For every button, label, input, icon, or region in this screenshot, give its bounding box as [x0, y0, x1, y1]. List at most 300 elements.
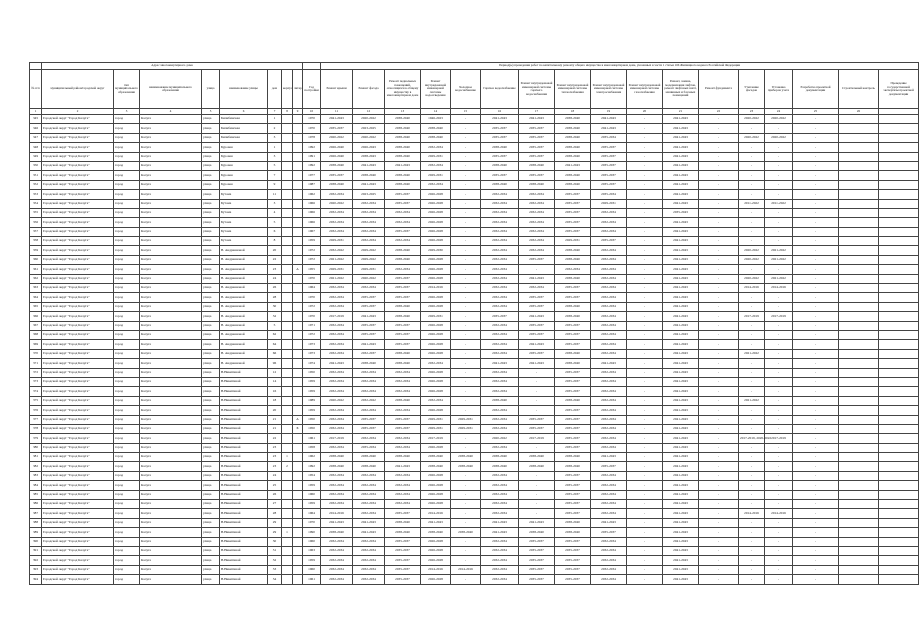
- cell-street: В.Никитиной: [220, 471, 268, 480]
- cell-period: 2032-2034: [519, 237, 555, 246]
- cell-period: -: [451, 161, 481, 170]
- cell-period: 2032-2034: [481, 284, 519, 293]
- column-number: 25: [793, 109, 839, 115]
- cell-period: 2014-2016: [739, 509, 765, 518]
- cell-lit: А: [293, 415, 303, 424]
- cell-period: -: [451, 434, 481, 443]
- cell-lit: [293, 471, 303, 480]
- cell-type: город: [114, 500, 140, 509]
- cell-mo: Калуга: [140, 199, 202, 208]
- cell-period: -: [739, 406, 765, 415]
- cell-period: 2032-2034: [385, 377, 421, 386]
- cell-period: 2032-2034: [481, 330, 519, 339]
- cell-period: 2032-2034: [385, 406, 421, 415]
- cell-district: Городской округ "Город Калуга": [42, 133, 114, 142]
- cell-period: 2020-2022: [739, 133, 765, 142]
- cell-period: 2041-2043: [663, 330, 699, 339]
- cell-mo: Калуга: [140, 330, 202, 339]
- cell-district: Городской округ "Город Калуга": [42, 424, 114, 433]
- cell-period: -: [699, 546, 739, 555]
- cell-period: 2041-2043: [663, 509, 699, 518]
- cell-period: 2032-2034: [519, 199, 555, 208]
- cell-empty: [839, 546, 879, 555]
- cell-district: Городской округ "Город Калуга": [42, 481, 114, 490]
- cell-period: -: [793, 124, 839, 133]
- cell-period: -: [519, 396, 555, 405]
- cell-period: -: [451, 359, 481, 368]
- column-header: Ремонт внутридомовой инженерной системы электроснабжения: [591, 70, 627, 109]
- cell-type: город: [114, 180, 140, 189]
- cell-period: 2032-2034: [421, 143, 451, 152]
- cell-st: улица: [202, 575, 220, 584]
- cell-st: улица: [202, 349, 220, 358]
- cell-period: 2026-2043: [353, 143, 385, 152]
- cell-period: 2021-2022: [321, 255, 353, 264]
- cell-korp: [282, 246, 293, 255]
- cell-empty: [879, 124, 919, 133]
- cell-period: -: [793, 312, 839, 321]
- cell-n: 387: [30, 509, 42, 518]
- cell-period: 2035-2037: [353, 330, 385, 339]
- cell-korp: [282, 471, 293, 480]
- cell-period: 2032-2034: [353, 218, 385, 227]
- cell-period: 2032-2034: [481, 575, 519, 584]
- cell-year: 1970: [303, 312, 321, 321]
- cell-period: -: [739, 124, 765, 133]
- cell-lit: [293, 199, 303, 208]
- cell-n: 356: [30, 218, 42, 227]
- cell-period: 2035-2037: [555, 546, 591, 555]
- cell-year: 1972: [303, 246, 321, 255]
- cell-period: -: [793, 471, 839, 480]
- cell-district: Городской округ "Город Калуга": [42, 434, 114, 443]
- cell-period: 2032-2034: [321, 565, 353, 574]
- cell-period: -: [765, 124, 793, 133]
- cell-empty: [879, 518, 919, 527]
- column-header: № п/п: [30, 70, 42, 109]
- cell-period: 2038-2043: [353, 152, 385, 161]
- cell-district: Городской округ "Город Калуга": [42, 556, 114, 565]
- cell-period: -: [699, 453, 739, 462]
- cell-district: Городской округ "Город Калуга": [42, 490, 114, 499]
- cell-period: 2020-2022: [765, 115, 793, 124]
- cell-period: -: [793, 293, 839, 302]
- cell-period: -: [627, 528, 663, 537]
- cell-period: -: [627, 556, 663, 565]
- cell-year: 1970: [303, 293, 321, 302]
- cell-year: 1971: [303, 321, 321, 330]
- cell-period: 2020-2022: [765, 133, 793, 142]
- cell-period: -: [699, 396, 739, 405]
- cell-korp: [282, 434, 293, 443]
- cell-period: 2029-2031: [353, 265, 385, 274]
- cell-n: 345: [30, 115, 42, 124]
- cell-house: 5: [268, 218, 282, 227]
- cell-n: 382: [30, 462, 42, 471]
- cell-house: 2: [268, 124, 282, 133]
- cell-lit: [293, 171, 303, 180]
- cell-period: -: [699, 312, 739, 321]
- cell-period: -: [765, 443, 793, 452]
- cell-year: 1955: [303, 265, 321, 274]
- cell-mo: Калуга: [140, 528, 202, 537]
- cell-period: 2035-2037: [555, 293, 591, 302]
- cell-period: -: [739, 377, 765, 386]
- cell-period: 2032-2034: [321, 424, 353, 433]
- table-row: [30, 143, 919, 152]
- cell-period: -: [793, 481, 839, 490]
- cell-period: -: [699, 161, 739, 170]
- cell-period: -: [627, 368, 663, 377]
- column-header: Утепление фасадов: [739, 70, 765, 109]
- cell-period: 2026-2028: [421, 190, 451, 199]
- cell-mo: Калуга: [140, 152, 202, 161]
- cell-period: -: [451, 396, 481, 405]
- cell-period: 2032-2034: [591, 321, 627, 330]
- cell-period: -: [765, 349, 793, 358]
- cell-period: 2041-2043: [519, 274, 555, 283]
- cell-period: -: [793, 208, 839, 217]
- cell-period: 2035-2037: [353, 415, 385, 424]
- cell-n: 368: [30, 330, 42, 339]
- cell-period: 2032-2034: [591, 349, 627, 358]
- cell-house: 23: [268, 462, 282, 471]
- cell-period: 2029-2031: [421, 152, 451, 161]
- cell-period: 2026-2028: [421, 349, 451, 358]
- cell-period: -: [793, 434, 839, 443]
- cell-house: 28: [268, 293, 282, 302]
- cell-house: 16: [268, 387, 282, 396]
- table-row: [30, 274, 919, 283]
- cell-type: город: [114, 312, 140, 321]
- cell-street: В.Никитиной: [220, 368, 268, 377]
- cell-period: -: [765, 396, 793, 405]
- cell-period: 2041-2043: [591, 359, 627, 368]
- cell-mo: Калуга: [140, 133, 202, 142]
- cell-period: 2035-2037: [385, 546, 421, 555]
- cell-period: 2032-2034: [591, 556, 627, 565]
- cell-n: 360: [30, 255, 42, 264]
- cell-district: Городской округ "Город Калуга": [42, 218, 114, 227]
- cell-period: 2041-2043: [663, 143, 699, 152]
- cell-period: 2014-2016: [765, 284, 793, 293]
- cell-period: 2041-2043: [663, 190, 699, 199]
- cell-period: 2026-2028: [421, 471, 451, 480]
- cell-mo: Калуга: [140, 387, 202, 396]
- cell-house: 31: [268, 546, 282, 555]
- cell-period: 2032-2034: [321, 575, 353, 584]
- cell-street: Буровая: [220, 180, 268, 189]
- cell-house: 18: [268, 396, 282, 405]
- cell-period: -: [739, 321, 765, 330]
- cell-period: -: [739, 462, 765, 471]
- cell-period: 2032-2034: [591, 546, 627, 555]
- cell-n: 384: [30, 481, 42, 490]
- column-header: тип муниципального образования: [114, 70, 140, 109]
- cell-year: 1989: [303, 396, 321, 405]
- cell-lit: [293, 509, 303, 518]
- cell-st: улица: [202, 396, 220, 405]
- cell-st: улица: [202, 500, 220, 509]
- period-group-header: Период(ы) проведения работ по капитальному ремонту общего имущества в многоквартирном доме, указанных в части 1 статьи 166 Жилищного кодекса Российской Федерации: [321, 63, 919, 70]
- cell-district: Городской округ "Город Калуга": [42, 443, 114, 452]
- cell-period: 2032-2034: [481, 443, 519, 452]
- cell-st: улица: [202, 246, 220, 255]
- cell-street: В.Никитиной: [220, 424, 268, 433]
- cell-period: -: [451, 471, 481, 480]
- cell-period: 2032-2034: [353, 208, 385, 217]
- cell-empty: [839, 406, 879, 415]
- cell-period: -: [793, 575, 839, 584]
- cell-period: 2026-2028: [421, 377, 451, 386]
- cell-period: -: [739, 218, 765, 227]
- cell-period: 2038-2040: [421, 453, 451, 462]
- cell-period: 2026-2028: [421, 208, 451, 217]
- cell-period: -: [451, 265, 481, 274]
- cell-period: 2038-2040: [385, 518, 421, 527]
- cell-empty: [839, 180, 879, 189]
- cell-period: -: [699, 518, 739, 527]
- cell-period: 2020-2022: [739, 246, 765, 255]
- cell-n: 351: [30, 171, 42, 180]
- cell-korp: [282, 190, 293, 199]
- cell-period: -: [519, 443, 555, 452]
- cell-period: 2026-2028: [421, 575, 451, 584]
- cell-korp: [282, 546, 293, 555]
- cell-period: 2041-2043: [663, 546, 699, 555]
- cell-lit: [293, 406, 303, 415]
- cell-period: -: [699, 406, 739, 415]
- cell-period: -: [739, 237, 765, 246]
- cell-empty: [879, 434, 919, 443]
- cell-period: 2032-2034: [385, 368, 421, 377]
- cell-period: 2038-2040: [555, 143, 591, 152]
- cell-korp: [282, 330, 293, 339]
- cell-type: город: [114, 265, 140, 274]
- cell-period: 2041-2043: [663, 500, 699, 509]
- cell-empty: [839, 302, 879, 311]
- cell-period: -: [793, 406, 839, 415]
- cell-house: 4: [268, 208, 282, 217]
- cell-house: 32: [268, 312, 282, 321]
- cell-period: 2017-2019: [519, 434, 555, 443]
- cell-korp: 1: [282, 528, 293, 537]
- cell-period: 2041-2043: [421, 518, 451, 527]
- cell-empty: [879, 415, 919, 424]
- cell-empty: [839, 340, 879, 349]
- cell-period: -: [627, 171, 663, 180]
- cell-period: -: [793, 265, 839, 274]
- cell-st: улица: [202, 434, 220, 443]
- cell-empty: [839, 575, 879, 584]
- cell-period: 2032-2034: [353, 199, 385, 208]
- table-row: [30, 349, 919, 358]
- cell-house: 11: [268, 190, 282, 199]
- cell-period: 2038-2040: [421, 528, 451, 537]
- cell-lit: [293, 312, 303, 321]
- cell-n: 363: [30, 284, 42, 293]
- cell-period: 2032-2034: [481, 302, 519, 311]
- cell-period: 2035-2037: [591, 171, 627, 180]
- cell-period: 2032-2034: [591, 575, 627, 584]
- cell-period: 2017-2019: [321, 312, 353, 321]
- cell-period: -: [627, 349, 663, 358]
- cell-period: -: [699, 387, 739, 396]
- cell-period: 2014-2016: [421, 509, 451, 518]
- cell-period: -: [793, 180, 839, 189]
- cell-st: улица: [202, 227, 220, 236]
- cell-n: 358: [30, 237, 42, 246]
- cell-period: 2041-2043: [385, 161, 421, 170]
- cell-period: 2032-2034: [353, 481, 385, 490]
- cell-period: 2032-2034: [481, 424, 519, 433]
- cell-period: 2032-2034: [591, 284, 627, 293]
- cell-period: 2038-2040: [555, 462, 591, 471]
- cell-empty: [879, 152, 919, 161]
- cell-street: Бутома: [220, 208, 268, 217]
- cell-year: 1959: [303, 500, 321, 509]
- cell-period: 2035-2037: [385, 293, 421, 302]
- cell-period: -: [451, 481, 481, 490]
- cell-period: 2032-2034: [481, 565, 519, 574]
- cell-period: 2032-2034: [591, 255, 627, 264]
- cell-n: 346: [30, 124, 42, 133]
- cell-period: 2035-2037: [385, 274, 421, 283]
- cell-year: 1961: [303, 575, 321, 584]
- table-row: [30, 500, 919, 509]
- cell-period: 2032-2034: [353, 406, 385, 415]
- cell-empty: [839, 115, 879, 124]
- cell-korp: [282, 218, 293, 227]
- cell-period: -: [451, 255, 481, 264]
- column-header: Ремонт фундамента: [699, 70, 739, 109]
- cell-empty: [879, 115, 919, 124]
- cell-period: 2041-2043: [663, 115, 699, 124]
- cell-period: -: [519, 406, 555, 415]
- column-header-subcolumn: Холодное водоснабжение: [451, 70, 481, 109]
- cell-street: В.Никитиной: [220, 387, 268, 396]
- cell-house: 30: [268, 537, 282, 546]
- cell-st: улица: [202, 321, 220, 330]
- cell-period: 2032-2034: [321, 500, 353, 509]
- cell-house: 14: [268, 377, 282, 386]
- cell-year: 1973: [303, 340, 321, 349]
- column-number: 11: [321, 109, 353, 115]
- cell-period: -: [451, 518, 481, 527]
- cell-period: 2035-2037: [385, 190, 421, 199]
- cell-period: 2041-2043: [663, 199, 699, 208]
- cell-period: -: [793, 443, 839, 452]
- cell-period: -: [627, 453, 663, 462]
- cell-empty: [879, 462, 919, 471]
- table-row: [30, 377, 919, 386]
- cell-period: -: [627, 161, 663, 170]
- cell-period: 2032-2034: [385, 208, 421, 217]
- cell-house: 22: [268, 434, 282, 443]
- cell-period: 2032-2034: [353, 575, 385, 584]
- table-row: [30, 302, 919, 311]
- cell-period: 2041-2043: [481, 115, 519, 124]
- column-header: Установка приборов учета: [765, 70, 793, 109]
- cell-korp: [282, 152, 293, 161]
- cell-year: 1967: [303, 227, 321, 236]
- cell-street: В.Никитиной: [220, 453, 268, 462]
- cell-period: 2020-2022: [353, 115, 385, 124]
- cell-period: -: [765, 143, 793, 152]
- column-number: 3: [114, 109, 140, 115]
- cell-period: 2041-2043: [663, 575, 699, 584]
- cell-period: 2032-2034: [353, 284, 385, 293]
- table-row: [30, 556, 919, 565]
- cell-period: 2032-2034: [519, 284, 555, 293]
- cell-period: 2041-2043: [663, 368, 699, 377]
- cell-st: улица: [202, 115, 220, 124]
- cell-period: -: [793, 218, 839, 227]
- cell-period: -: [451, 490, 481, 499]
- cell-period: 2038-2040: [481, 161, 519, 170]
- cell-period: -: [451, 368, 481, 377]
- cell-period: 2041-2043: [663, 265, 699, 274]
- cell-period: 2035-2037: [481, 312, 519, 321]
- cell-year: 1990: [303, 528, 321, 537]
- cell-period: 2041-2043: [663, 293, 699, 302]
- cell-st: улица: [202, 546, 220, 555]
- cell-period: 2032-2034: [421, 359, 451, 368]
- cell-period: 2021-2022: [739, 396, 765, 405]
- cell-period: -: [627, 152, 663, 161]
- cell-empty: [839, 349, 879, 358]
- cell-n: 373: [30, 377, 42, 386]
- cell-period: -: [627, 443, 663, 452]
- cell-period: 2026-2028: [421, 387, 451, 396]
- cell-period: -: [793, 368, 839, 377]
- cell-year: 1950: [303, 424, 321, 433]
- cell-year: 1987: [303, 180, 321, 189]
- cell-empty: [839, 481, 879, 490]
- cell-street: В.Никитиной: [220, 406, 268, 415]
- cell-period: -: [793, 500, 839, 509]
- cell-street: Билибинская: [220, 133, 268, 142]
- cell-period: 2032-2034: [321, 302, 353, 311]
- cell-period: 2032-2034: [321, 406, 353, 415]
- cell-period: 2035-2037: [555, 443, 591, 452]
- cell-period: 2032-2034: [591, 208, 627, 217]
- cell-period: 2032-2034: [591, 490, 627, 499]
- cell-period: -: [765, 227, 793, 236]
- cell-street: В. Андриановой: [220, 246, 268, 255]
- cell-district: Городской округ "Город Калуга": [42, 312, 114, 321]
- table-row: [30, 406, 919, 415]
- cell-n: 352: [30, 180, 42, 189]
- column-number: 16: [481, 109, 519, 115]
- cell-house: 29: [268, 518, 282, 527]
- cell-district: Городской округ "Город Калуга": [42, 190, 114, 199]
- cell-period: 2035-2037: [555, 321, 591, 330]
- cell-korp: [282, 321, 293, 330]
- cell-lit: [293, 255, 303, 264]
- cell-period: 2032-2034: [353, 377, 385, 386]
- cell-street: В. Андриановой: [220, 284, 268, 293]
- cell-lit: [293, 565, 303, 574]
- column-number: 21: [663, 109, 699, 115]
- column-header: Ремонт внутридомовой инженерной системы газоснабжения: [627, 70, 663, 109]
- cell-year: 1978: [303, 133, 321, 142]
- cell-street: В.Никитиной: [220, 462, 268, 471]
- cell-mo: Калуга: [140, 434, 202, 443]
- cell-n: 369: [30, 340, 42, 349]
- cell-period: 2035-2037: [321, 124, 353, 133]
- cell-st: улица: [202, 481, 220, 490]
